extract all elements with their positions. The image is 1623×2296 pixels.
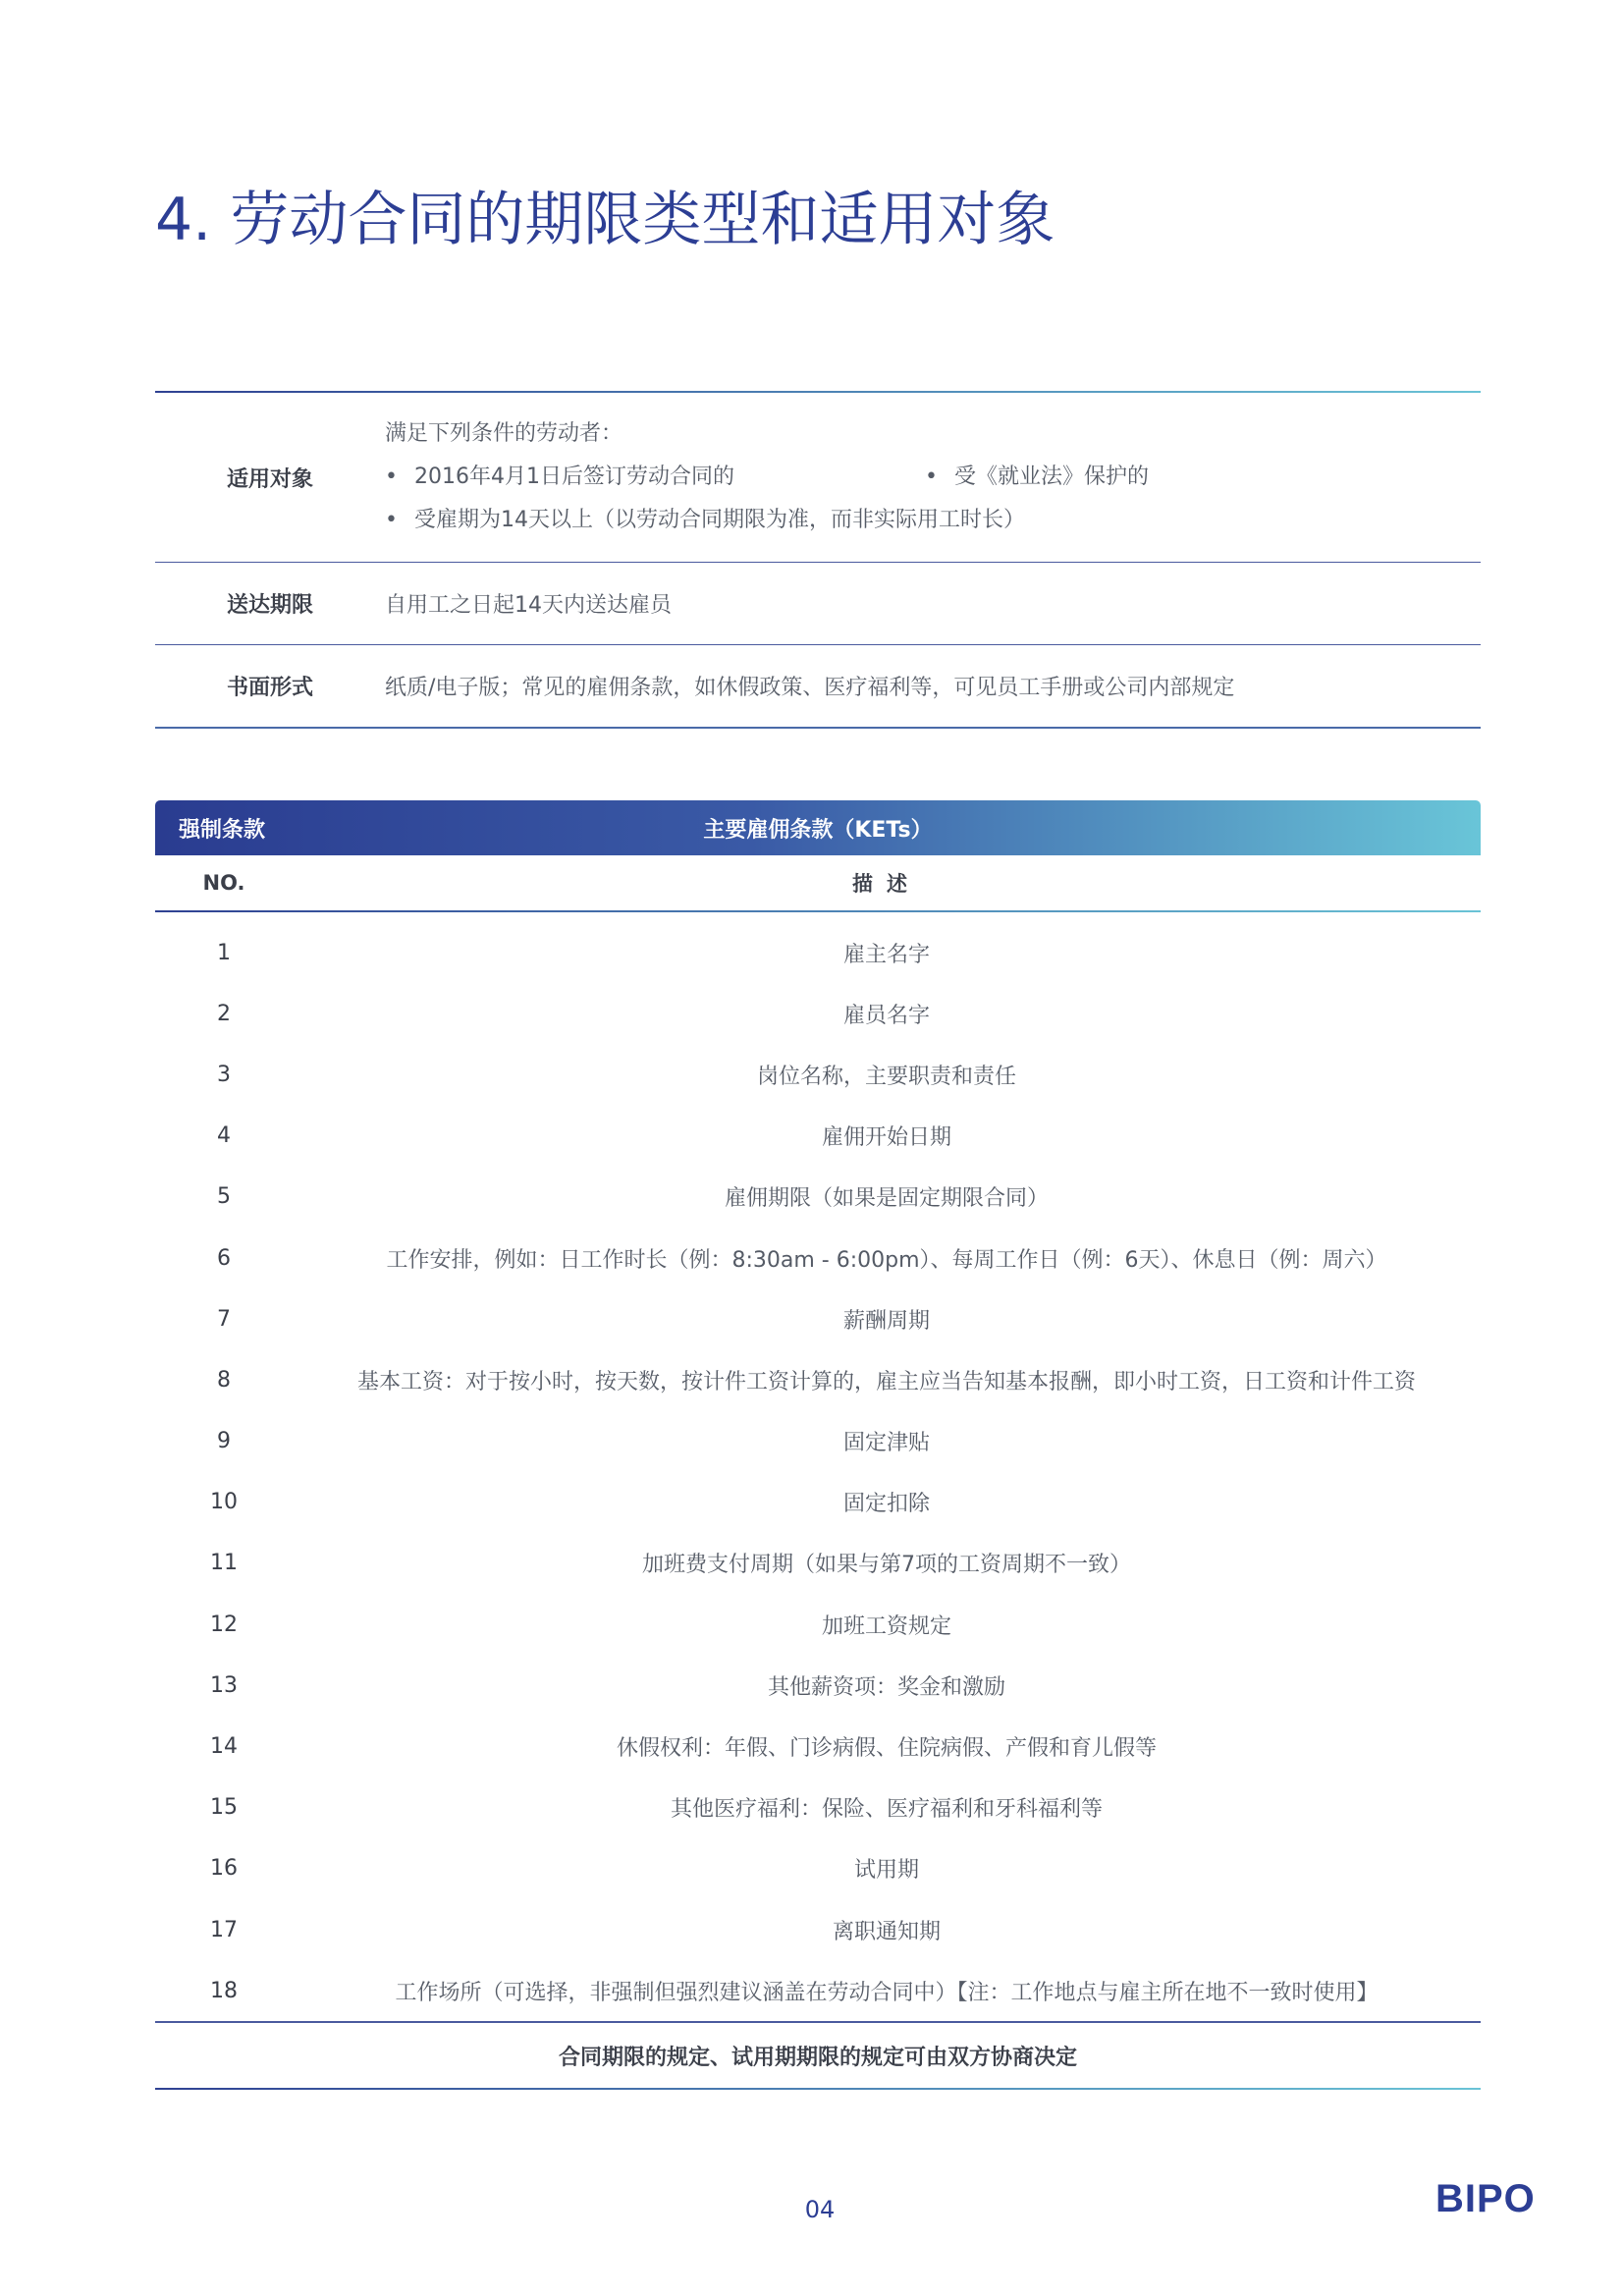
row-number: 11 [210,1551,238,1576]
kets-column-header [155,855,1481,910]
table-row [155,1044,1481,1105]
mandatory-label: 强制条款 [179,817,266,843]
row-description: 薪酬周期 [842,1308,930,1334]
row-description: 基本工资：对于按小时，按天数，按计件工资计算的，雇主应当告知基本报酬，即小时工资，日工资和计件工资 [356,1369,1416,1394]
form-content: 纸质/电子版；常见的雇佣条款，如休假政策、医疗福利等，可见员工手册或公司内部规定 [385,676,1235,700]
applicable-bullet: • 受《就业法》保护的 [925,456,1149,499]
row-description: 离职通知期 [832,1919,941,1944]
info-row-applicable [155,393,1481,563]
bipo-logo: BIPO [1435,2177,1536,2220]
kets-rows [155,912,1481,2021]
table-row [155,1716,1481,1777]
table-row [155,1167,1481,1228]
table-row [155,1106,1481,1167]
row-description: 固定扣除 [842,1492,930,1517]
row-number: 5 [217,1184,231,1210]
delivery-content: 自用工之日起14天内送达雇员 [385,593,672,618]
row-description: 其他薪资项：奖金和激励 [767,1674,1005,1700]
row-description: 雇主名字 [842,942,930,967]
table-row [155,922,1481,983]
table-row [155,1228,1481,1288]
applicable-intro: 满足下列条件的劳动者： [385,421,623,446]
row-description: 工作场所（可选择，非强制但强烈建议涵盖在劳动合同中）【注：工作地点与雇主所在地不一致时使用】 [395,1980,1379,2005]
table-row [155,1655,1481,1716]
row-description: 加班工资规定 [821,1613,951,1639]
row-description: 雇佣开始日期 [821,1125,951,1151]
row-number: 13 [210,1672,238,1698]
table-row [155,1899,1481,1960]
table-row [155,983,1481,1044]
row-description: 雇员名字 [842,1003,930,1028]
row-number: 7 [217,1306,231,1332]
row-description: 固定津贴 [842,1431,930,1456]
row-description: 其他医疗福利：保险、医疗福利和牙科福利等 [670,1797,1103,1823]
row-number: 9 [217,1429,231,1454]
row-description: 休假权利：年假、门诊病假、住院病假、产假和育儿假等 [616,1736,1157,1762]
row-number: 8 [217,1367,231,1393]
table-row [155,1960,1481,2021]
info-table [155,391,1481,729]
row-number: 12 [210,1612,238,1637]
applicable-label: 适用对象 [226,466,313,492]
table-row [155,1777,1481,1838]
applicable-bullets [385,456,1481,542]
applicable-content [385,412,1481,542]
table-row [155,1533,1481,1594]
form-label: 书面形式 [226,676,313,700]
kets-title: 主要雇佣条款（KETs） [703,817,933,843]
column-description: 描述 [852,872,921,896]
kets-footer-note: 合同期限的规定、试用期期限的规定可由双方协商决定 [558,2045,1077,2070]
row-description: 加班费支付周期（如果与第7项的工资周期不一致） [642,1553,1131,1578]
table-row [155,1472,1481,1533]
info-row-form [155,645,1481,729]
table-row [155,1288,1481,1349]
table-row [155,1349,1481,1410]
row-number: 6 [217,1245,231,1271]
row-description: 试用期 [853,1858,919,1884]
table-row [155,1594,1481,1655]
info-row-delivery [155,563,1481,645]
row-number: 16 [210,1856,238,1882]
table-row [155,1411,1481,1472]
row-number: 2 [217,1001,231,1026]
page-title: 4. 劳动合同的期限类型和适用对象 [155,186,1055,254]
applicable-bullet: • 2016年4月1日后签订劳动合同的 [385,456,925,499]
row-number: 14 [210,1734,238,1760]
row-description: 工作安排，例如：日工作时长（例：8:30am - 6:00pm）、每周工作日（例：6天）、休息日（例：周六） [386,1247,1387,1273]
column-no: NO. [202,871,245,895]
row-number: 10 [210,1490,238,1515]
applicable-bullet: • 受雇期为14天以上（以劳动合同期限为准，而非实际用工时长） [385,499,1481,542]
kets-table [155,800,1481,2090]
row-description: 岗位名称，主要职责和责任 [756,1064,1016,1089]
row-number: 1 [217,940,231,965]
delivery-label: 送达期限 [226,593,313,618]
kets-header [155,800,1481,855]
row-description: 雇佣期限（如果是固定期限合同） [724,1186,1049,1212]
kets-bottom-border [155,2088,1481,2090]
row-number: 15 [210,1795,238,1821]
row-number: 17 [210,1917,238,1942]
row-number: 18 [210,1978,238,2003]
page-number: 04 [804,2196,836,2223]
row-number: 4 [217,1123,231,1149]
table-row [155,1838,1481,1899]
row-number: 3 [217,1062,231,1087]
